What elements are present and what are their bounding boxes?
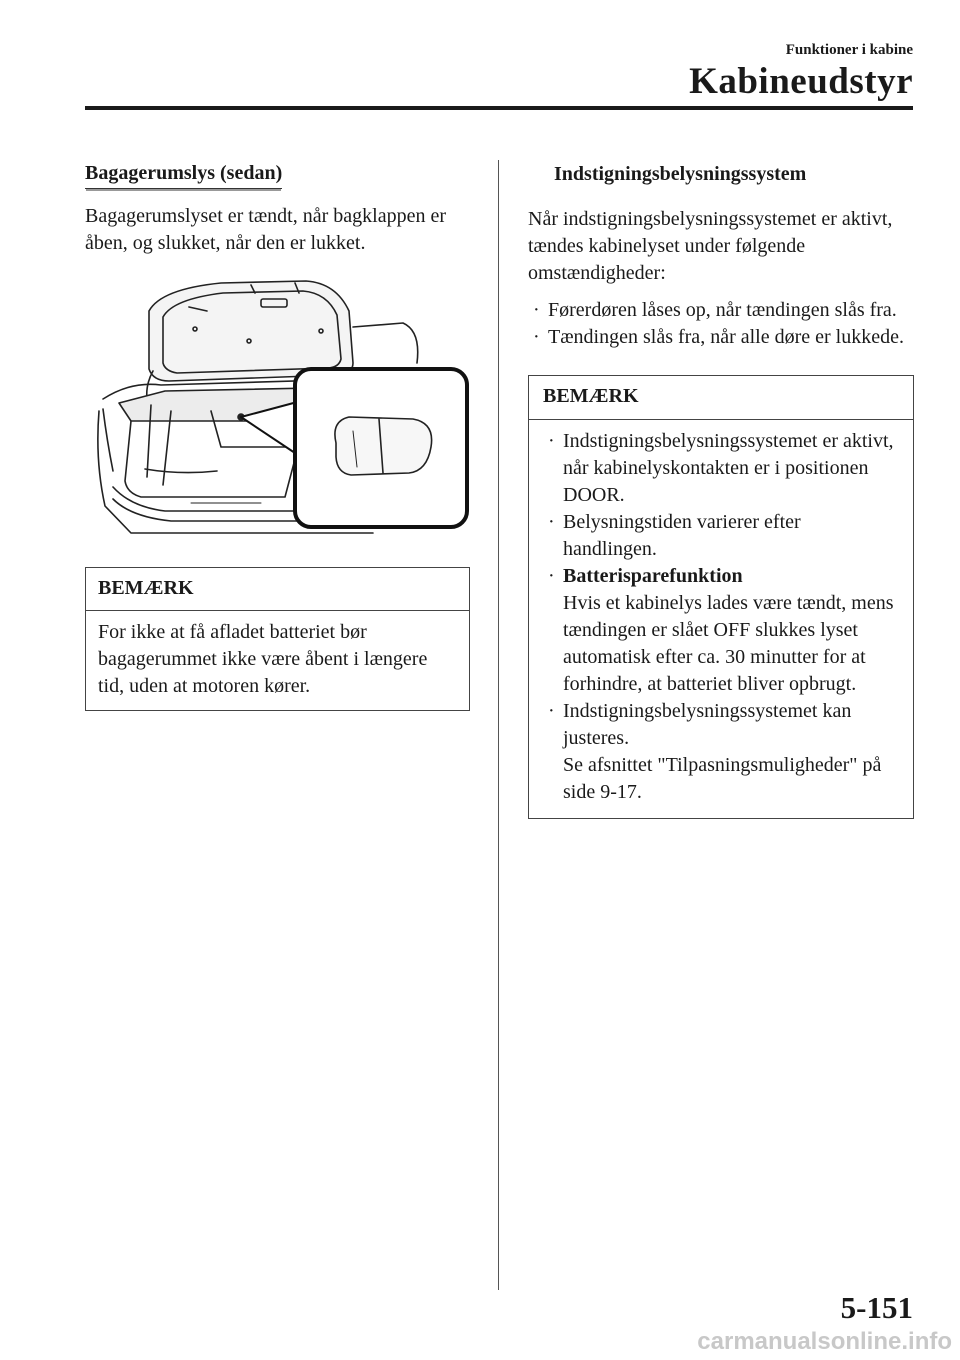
page-number: 5-151 <box>840 1290 913 1325</box>
list-item: · Belysningstiden varierer efter handlingen. <box>548 511 801 560</box>
illumination-description: Når indstigningsbelysningssystemet er aktivt, tændes kabinelyset under følgende omstændigheder: <box>528 208 893 284</box>
note-list <box>543 428 899 806</box>
note-text: For ikke at få afladet batteriet bør bagagerummet ikke være åbent i længere tid, uden at motoren kører. <box>98 621 428 697</box>
list-item: · Indstigningsbelysningssystemet er aktivt, når kabinelyskontakten er i positionen DOOR. <box>548 430 894 506</box>
left-column <box>85 160 470 711</box>
bullet: · <box>548 511 555 533</box>
note-heading: BEMÆRK <box>529 376 913 420</box>
list-item: · Førerdøren låses op, når tændingen slås fra. <box>528 297 914 324</box>
right-column <box>528 160 914 819</box>
trunk-light-illustration <box>91 271 471 541</box>
battery-saver-heading: Batterisparefunktion <box>563 565 743 587</box>
header-rule <box>85 106 913 110</box>
note-box-trunk <box>85 567 470 711</box>
note-box-illumination <box>528 375 914 819</box>
bullet: · <box>533 299 540 321</box>
bullet: · <box>548 430 555 452</box>
bullet: · <box>548 565 555 587</box>
note-body <box>529 420 913 818</box>
column-divider <box>498 160 499 1290</box>
chapter-label: Funktioner i kabine <box>785 42 913 58</box>
cross-reference: Se afsnittet "Tilpasningsmuligheder" på side 9-17. <box>563 754 882 803</box>
list-item: · Tændingen slås fra, når alle døre er lukkede. <box>528 324 914 351</box>
watermark: carmanualsonline.info <box>697 1328 952 1355</box>
trunk-light-description: Bagagerumslyset er tændt, når bagklappen er åben, og slukket, når den er lukket. <box>85 205 446 254</box>
page-title: Kabineudstyr <box>689 61 913 102</box>
list-item: · Batterisparefunktion Hvis et kabinelys lades være tændt, mens tændingen er slået OFF slukkes lyset automatisk efter ca. 30 minutter for at forhindre, at batteriet bliver opbrugt. <box>548 565 894 695</box>
section-title-illumination: Indstigningsbelysningssystem <box>554 163 807 185</box>
bullet: · <box>548 700 555 722</box>
bullet: · <box>533 326 540 348</box>
section-title-trunk-light: Bagagerumslys (sedan) <box>85 160 282 189</box>
note-heading: BEMÆRK <box>86 568 469 611</box>
condition-list <box>528 297 914 351</box>
list-item: · Indstigningsbelysningssystemet kan justeres. Se afsnittet "Tilpasningsmuligheder" på side 9-17. <box>548 700 882 803</box>
